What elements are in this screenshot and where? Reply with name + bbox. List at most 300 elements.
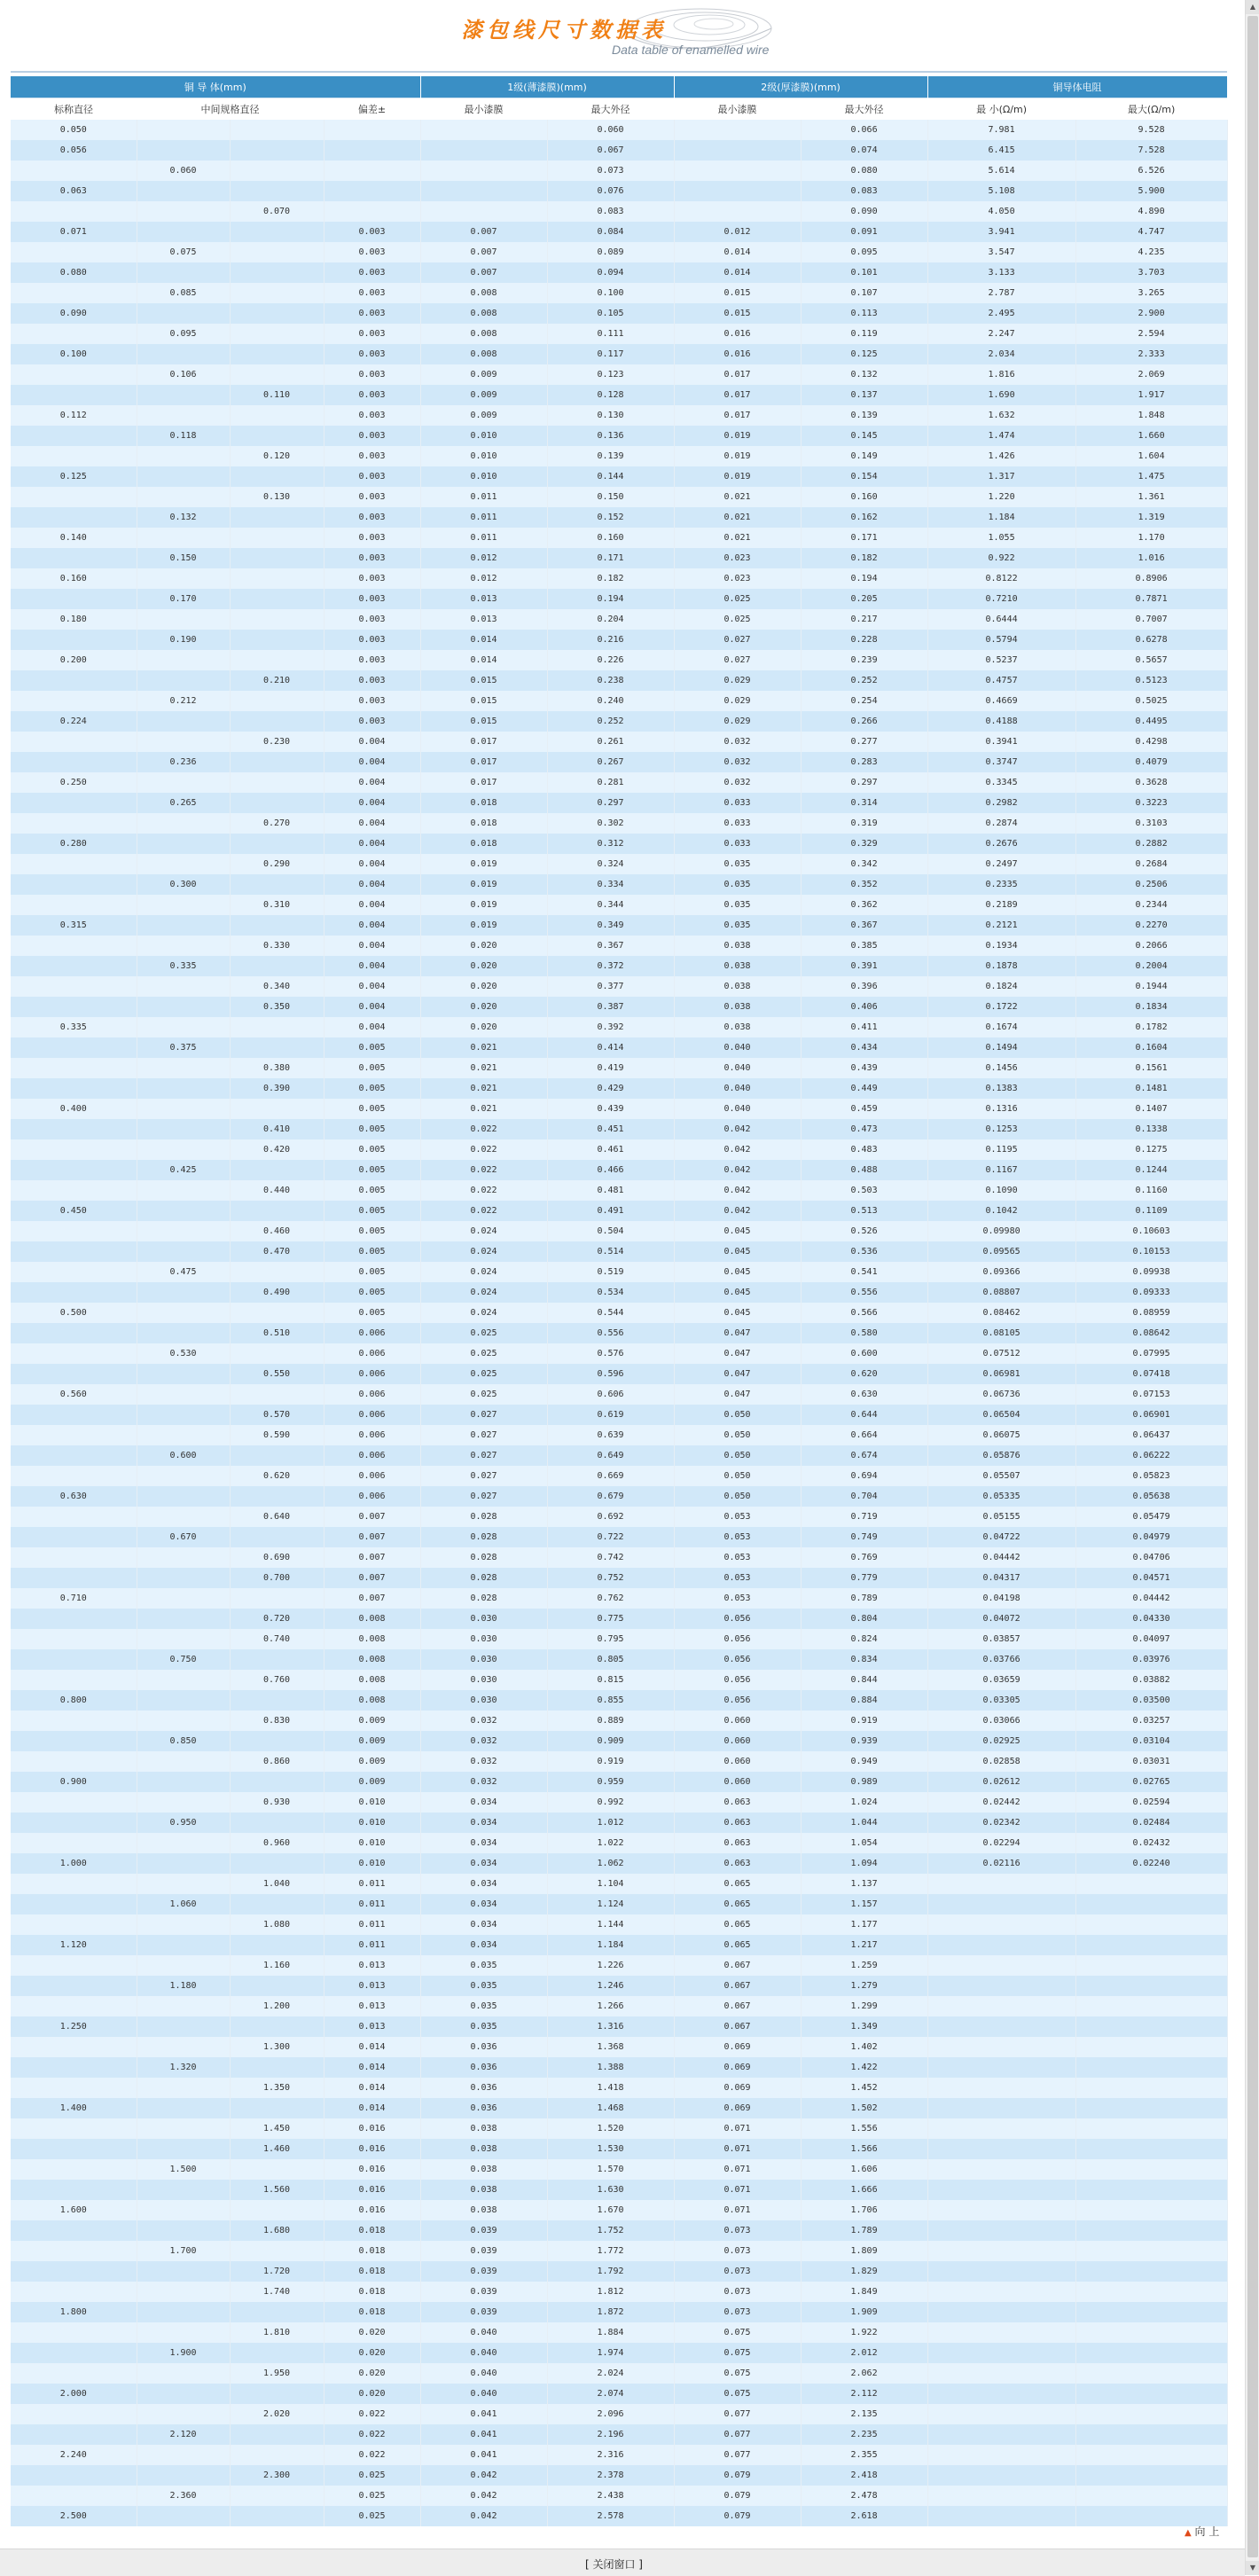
table-cell: 0.06736 [927, 1384, 1075, 1405]
table-cell: 0.101 [801, 262, 927, 283]
table-cell: 0.038 [420, 2159, 547, 2180]
table-cell: 1.317 [927, 466, 1075, 487]
table-cell: 0.1834 [1075, 997, 1227, 1017]
table-cell [137, 1180, 230, 1201]
table-cell [11, 752, 137, 772]
table-cell: 0.027 [420, 1405, 547, 1425]
table-cell: 0.003 [324, 405, 420, 426]
table-cell [137, 2445, 230, 2465]
table-row [11, 1894, 1227, 1914]
table-cell: 0.396 [801, 976, 927, 997]
table-cell: 0.050 [674, 1466, 801, 1486]
table-cell: 0.459 [801, 1099, 927, 1119]
back-to-top-link[interactable] [1185, 2524, 1219, 2539]
table-cell: 0.02342 [927, 1813, 1075, 1833]
table-cell: 0.04722 [927, 1527, 1075, 1547]
table-cell [11, 1751, 137, 1772]
table-cell: 0.144 [547, 466, 674, 487]
table-cell: 0.034 [420, 1935, 547, 1955]
table-cell: 0.762 [547, 1588, 674, 1609]
table-cell: 0.145 [801, 426, 927, 446]
table-cell [11, 997, 137, 1017]
table-cell [11, 793, 137, 813]
table-cell: 0.053 [674, 1568, 801, 1588]
table-cell: 0.069 [674, 2037, 801, 2057]
table-row [11, 1609, 1227, 1629]
table-cell: 0.804 [801, 1609, 927, 1629]
table-cell: 0.012 [420, 548, 547, 568]
table-cell [11, 1405, 137, 1425]
table-cell: 0.005 [324, 1078, 420, 1099]
table-cell [230, 793, 324, 813]
table-cell: 0.09938 [1075, 1262, 1227, 1282]
table-cell [1075, 2139, 1227, 2159]
table-cell: 0.619 [547, 1405, 674, 1425]
table-cell: 0.038 [674, 976, 801, 997]
table-cell: 1.520 [547, 2118, 674, 2139]
table-cell [137, 650, 230, 670]
table-cell: 0.027 [420, 1425, 547, 1445]
close-window-button[interactable]: [ 关闭窗口 ] [585, 2558, 643, 2571]
table-row [11, 2098, 1227, 2118]
table-cell: 0.032 [420, 1772, 547, 1792]
table-cell: 1.170 [1075, 528, 1227, 548]
table-cell [11, 2078, 137, 2098]
table-cell: 0.154 [801, 466, 927, 487]
table-cell [11, 1649, 137, 1670]
table-cell: 0.514 [547, 1241, 674, 1262]
table-cell: 1.468 [547, 2098, 674, 2118]
table-cell [230, 1894, 324, 1914]
table-row [11, 1568, 1227, 1588]
table-row [11, 1017, 1227, 1037]
table-cell [927, 2098, 1075, 2118]
table-cell [927, 1874, 1075, 1894]
table-cell [230, 1201, 324, 1221]
table-cell: 0.017 [674, 385, 801, 405]
table-cell [137, 2282, 230, 2302]
table-cell: 0.009 [324, 1751, 420, 1772]
table-cell: 0.077 [674, 2445, 801, 2465]
table-cell: 0.066 [801, 120, 927, 140]
table-cell: 0.160 [11, 568, 137, 589]
table-cell: 0.004 [324, 915, 420, 936]
table-cell: 0.02442 [927, 1792, 1075, 1813]
table-cell: 0.119 [801, 324, 927, 344]
table-cell [11, 854, 137, 874]
table-cell: 1.012 [547, 1813, 674, 1833]
table-cell: 0.013 [324, 2016, 420, 2037]
table-cell: 0.074 [801, 140, 927, 161]
table-cell: 0.022 [420, 1119, 547, 1139]
table-row [11, 2261, 1227, 2282]
table-cell: 0.375 [137, 1037, 230, 1058]
table-row [11, 854, 1227, 874]
table-cell: 0.011 [324, 1894, 420, 1914]
table-cell: 0.02594 [1075, 1792, 1227, 1813]
table-cell: 1.120 [11, 1935, 137, 1955]
table-cell: 0.020 [324, 2384, 420, 2404]
table-cell: 0.011 [420, 507, 547, 528]
table-row [11, 1058, 1227, 1078]
table-cell: 0.03066 [927, 1711, 1075, 1731]
table-cell: 0.033 [674, 813, 801, 834]
table-row [11, 2506, 1227, 2526]
table-cell: 0.067 [674, 2016, 801, 2037]
table-row [11, 2465, 1227, 2486]
table-cell: 0.100 [547, 283, 674, 303]
table-cell: 0.1824 [927, 976, 1075, 997]
table-cell: 0.038 [674, 997, 801, 1017]
table-cell: 0.335 [137, 956, 230, 976]
table-cell: 1.706 [801, 2200, 927, 2220]
table-cell [927, 2220, 1075, 2241]
table-row [11, 1629, 1227, 1649]
table-cell: 0.021 [420, 1058, 547, 1078]
table-cell: 2.062 [801, 2363, 927, 2384]
table-cell: 0.2684 [1075, 854, 1227, 874]
table-cell: 1.630 [547, 2180, 674, 2200]
table-cell: 0.1782 [1075, 1017, 1227, 1037]
table-row [11, 2282, 1227, 2302]
table-cell: 0.003 [324, 222, 420, 242]
table-cell [1075, 2078, 1227, 2098]
column-header: 标称直径 [11, 98, 137, 121]
scroll-down-icon[interactable]: ▼ [1246, 2561, 1259, 2575]
table-row [11, 1527, 1227, 1547]
table-cell: 0.004 [324, 895, 420, 915]
table-cell: 0.005 [324, 1099, 420, 1119]
table-cell: 0.1456 [927, 1058, 1075, 1078]
table-cell: 0.018 [324, 2261, 420, 2282]
table-cell: 1.670 [547, 2200, 674, 2220]
table-cell: 0.035 [674, 854, 801, 874]
table-cell [137, 344, 230, 364]
table-cell: 3.941 [927, 222, 1075, 242]
table-cell: 0.1604 [1075, 1037, 1227, 1058]
table-cell: 0.024 [420, 1262, 547, 1282]
table-cell [674, 120, 801, 140]
table-cell: 0.038 [674, 936, 801, 956]
table-cell: 0.017 [420, 752, 547, 772]
table-cell: 2.074 [547, 2384, 674, 2404]
table-cell: 0.015 [674, 303, 801, 324]
table-cell: 0.855 [547, 1690, 674, 1711]
table-cell: 0.025 [674, 589, 801, 609]
table-cell: 0.04706 [1075, 1547, 1227, 1568]
table-cell: 0.125 [801, 344, 927, 364]
table-cell: 0.504 [547, 1221, 674, 1241]
table-cell: 0.483 [801, 1139, 927, 1160]
table-cell [927, 2118, 1075, 2139]
table-cell: 0.034 [420, 1894, 547, 1914]
table-cell: 0.004 [324, 956, 420, 976]
table-cell: 0.6278 [1075, 630, 1227, 650]
table-cell: 0.003 [324, 487, 420, 507]
table-cell: 0.035 [674, 915, 801, 936]
table-cell: 1.104 [547, 1874, 674, 1894]
table-cell: 1.246 [547, 1976, 674, 1996]
table-cell [11, 1323, 137, 1343]
table-cell: 0.091 [801, 222, 927, 242]
table-cell: 0.005 [324, 1282, 420, 1303]
table-cell: 0.434 [801, 1037, 927, 1058]
table-cell: 0.069 [674, 2057, 801, 2078]
table-row [11, 630, 1227, 650]
table-cell: 0.526 [801, 1221, 927, 1241]
table-row [11, 1690, 1227, 1711]
table-cell: 0.021 [674, 487, 801, 507]
table-cell: 1.849 [801, 2282, 927, 2302]
table-cell: 0.056 [674, 1609, 801, 1629]
table-cell: 1.044 [801, 1813, 927, 1833]
table-cell: 0.09366 [927, 1262, 1075, 1282]
table-cell [1075, 2465, 1227, 2486]
table-cell: 0.136 [547, 426, 674, 446]
table-cell: 0.149 [801, 446, 927, 466]
table-cell [137, 1833, 230, 1853]
table-cell: 0.380 [230, 1058, 324, 1078]
table-cell: 0.019 [420, 895, 547, 915]
table-cell: 0.028 [420, 1547, 547, 1568]
table-cell [1075, 2200, 1227, 2220]
table-cell: 0.06504 [927, 1405, 1075, 1425]
table-cell: 0.510 [230, 1323, 324, 1343]
table-cell: 0.007 [324, 1547, 420, 1568]
table-cell: 1.055 [927, 528, 1075, 548]
table-cell: 0.297 [801, 772, 927, 793]
table-cell [137, 711, 230, 732]
table-cell: 0.014 [324, 2098, 420, 2118]
table-cell: 0.022 [420, 1160, 547, 1180]
table-cell: 0.700 [230, 1568, 324, 1588]
table-row [11, 324, 1227, 344]
table-cell [927, 2384, 1075, 2404]
table-row [11, 874, 1227, 895]
table-cell [137, 2384, 230, 2404]
table-cell [11, 732, 137, 752]
table-cell [11, 385, 137, 405]
table-cell: 0.020 [420, 1017, 547, 1037]
table-cell: 0.007 [420, 222, 547, 242]
table-cell: 0.950 [137, 1813, 230, 1833]
table-cell: 0.03766 [927, 1649, 1075, 1670]
table-cell: 0.330 [230, 936, 324, 956]
table-cell: 0.03857 [927, 1629, 1075, 1649]
table-cell: 0.045 [674, 1221, 801, 1241]
table-cell [1075, 2486, 1227, 2506]
group-header-grade2: 2级(厚漆膜)(mm) [674, 76, 927, 98]
table-cell: 2.378 [547, 2465, 674, 2486]
group-header-grade1: 1级(薄漆膜)(mm) [420, 76, 674, 98]
table-cell: 0.09565 [927, 1241, 1075, 1262]
table-cell: 1.422 [801, 2057, 927, 2078]
table-cell: 0.056 [674, 1629, 801, 1649]
table-cell: 0.488 [801, 1160, 927, 1180]
table-cell: 0.03659 [927, 1670, 1075, 1690]
table-row [11, 711, 1227, 732]
table-cell: 2.787 [927, 283, 1075, 303]
table-cell: 0.02116 [927, 1853, 1075, 1874]
table-cell: 0.080 [801, 161, 927, 181]
table-row [11, 2016, 1227, 2037]
table-cell [927, 2506, 1075, 2526]
table-cell: 0.063 [674, 1792, 801, 1813]
table-row [11, 242, 1227, 262]
table-cell: 0.083 [801, 181, 927, 201]
table-cell: 0.238 [547, 670, 674, 691]
table-cell: 0.028 [420, 1527, 547, 1547]
table-cell [11, 2486, 137, 2506]
table-cell [11, 1119, 137, 1139]
table-cell: 0.815 [547, 1670, 674, 1690]
table-cell: 0.090 [801, 201, 927, 222]
table-cell: 0.349 [547, 915, 674, 936]
table-row [11, 1670, 1227, 1690]
table-cell: 2.316 [547, 2445, 674, 2465]
table-cell: 0.079 [674, 2465, 801, 2486]
table-cell: 0.372 [547, 956, 674, 976]
table-cell [11, 956, 137, 976]
table-cell: 0.015 [420, 670, 547, 691]
table-cell: 0.704 [801, 1486, 927, 1507]
table-cell: 0.075 [674, 2343, 801, 2363]
table-cell: 1.974 [547, 2343, 674, 2363]
table-cell: 0.5657 [1075, 650, 1227, 670]
table-cell: 0.025 [674, 609, 801, 630]
table-cell [1075, 2098, 1227, 2118]
scroll-up-icon[interactable]: ▲ [1246, 0, 1259, 14]
table-row [11, 1792, 1227, 1813]
table-cell: 0.649 [547, 1445, 674, 1466]
table-cell: 9.528 [1075, 120, 1227, 140]
table-cell: 0.1338 [1075, 1119, 1227, 1139]
table-cell: 0.065 [674, 1935, 801, 1955]
table-cell [11, 1527, 137, 1547]
table-cell: 7.981 [927, 120, 1075, 140]
table-cell: 0.042 [674, 1160, 801, 1180]
table-cell [11, 2241, 137, 2261]
table-cell: 0.034 [420, 1833, 547, 1853]
table-cell: 0.030 [420, 1649, 547, 1670]
table-row [11, 1323, 1227, 1343]
table-cell: 0.090 [11, 303, 137, 324]
table-cell: 0.02858 [927, 1751, 1075, 1772]
table-cell: 1.217 [801, 1935, 927, 1955]
table-cell [11, 2118, 137, 2139]
table-cell: 0.003 [324, 711, 420, 732]
table-cell: 0.352 [801, 874, 927, 895]
table-cell: 0.470 [230, 1241, 324, 1262]
vertical-scrollbar[interactable] [1245, 0, 1259, 2575]
table-cell: 0.023 [674, 548, 801, 568]
table-row [11, 2445, 1227, 2465]
table-cell: 0.016 [324, 2159, 420, 2180]
table-cell [137, 997, 230, 1017]
table-cell: 0.076 [547, 181, 674, 201]
table-cell: 0.344 [547, 895, 674, 915]
table-cell [230, 405, 324, 426]
table-cell: 0.012 [420, 568, 547, 589]
table-cell: 1.922 [801, 2322, 927, 2343]
table-row [11, 528, 1227, 548]
table-cell: 1.900 [137, 2343, 230, 2363]
table-cell: 0.111 [547, 324, 674, 344]
table-cell [137, 2180, 230, 2200]
table-row [11, 2220, 1227, 2241]
table-cell: 0.015 [420, 711, 547, 732]
table-cell: 0.010 [420, 466, 547, 487]
table-cell: 1.632 [927, 405, 1075, 426]
table-cell: 0.010 [420, 426, 547, 446]
table-cell: 0.035 [420, 1996, 547, 2016]
table-cell [230, 915, 324, 936]
table-cell: 0.016 [324, 2200, 420, 2220]
table-cell: 0.056 [674, 1649, 801, 1670]
table-cell: 0.047 [674, 1384, 801, 1405]
table-cell: 0.032 [420, 1731, 547, 1751]
table-cell: 0.989 [801, 1772, 927, 1792]
table-cell: 0.030 [420, 1609, 547, 1629]
table-row [11, 161, 1227, 181]
table-cell: 0.451 [547, 1119, 674, 1139]
table-cell: 0.04097 [1075, 1629, 1227, 1649]
table-row [11, 283, 1227, 303]
table-cell: 0.021 [420, 1037, 547, 1058]
table-cell [137, 2037, 230, 2057]
scrollbar-thumb[interactable] [1247, 16, 1258, 2557]
table-row [11, 2037, 1227, 2057]
table-cell: 0.460 [230, 1221, 324, 1241]
table-cell [927, 2261, 1075, 2282]
table-cell: 1.502 [801, 2098, 927, 2118]
table-cell [137, 1323, 230, 1343]
table-cell: 0.025 [420, 1323, 547, 1343]
table-cell: 1.700 [137, 2241, 230, 2261]
table-cell: 2.900 [1075, 303, 1227, 324]
table-cell: 0.779 [801, 1568, 927, 1588]
table-cell: 0.032 [420, 1711, 547, 1731]
table-row [11, 732, 1227, 752]
table-cell: 0.387 [547, 997, 674, 1017]
table-row [11, 1914, 1227, 1935]
table-cell: 0.040 [420, 2363, 547, 2384]
table-row [11, 2424, 1227, 2445]
table-cell: 0.075 [674, 2363, 801, 2384]
table-cell: 0.160 [547, 528, 674, 548]
table-cell: 0.07995 [1075, 1343, 1227, 1364]
table-cell: 0.025 [324, 2465, 420, 2486]
table-row [11, 1772, 1227, 1792]
table-cell: 0.036 [420, 2078, 547, 2098]
table-cell: 0.032 [674, 732, 801, 752]
table-cell [230, 2057, 324, 2078]
table-cell [137, 2139, 230, 2159]
table-cell: 0.789 [801, 1588, 927, 1609]
table-cell [230, 2506, 324, 2526]
table-cell: 0.425 [137, 1160, 230, 1180]
table-cell: 2.069 [1075, 364, 1227, 385]
table-cell: 0.2121 [927, 915, 1075, 936]
table-cell: 0.003 [324, 446, 420, 466]
table-row [11, 793, 1227, 813]
table-cell: 0.04442 [1075, 1588, 1227, 1609]
table-cell: 0.042 [674, 1139, 801, 1160]
table-row [11, 1853, 1227, 1874]
table-cell: 0.04979 [1075, 1527, 1227, 1547]
table-cell: 0.112 [11, 405, 137, 426]
table-cell [11, 1139, 137, 1160]
